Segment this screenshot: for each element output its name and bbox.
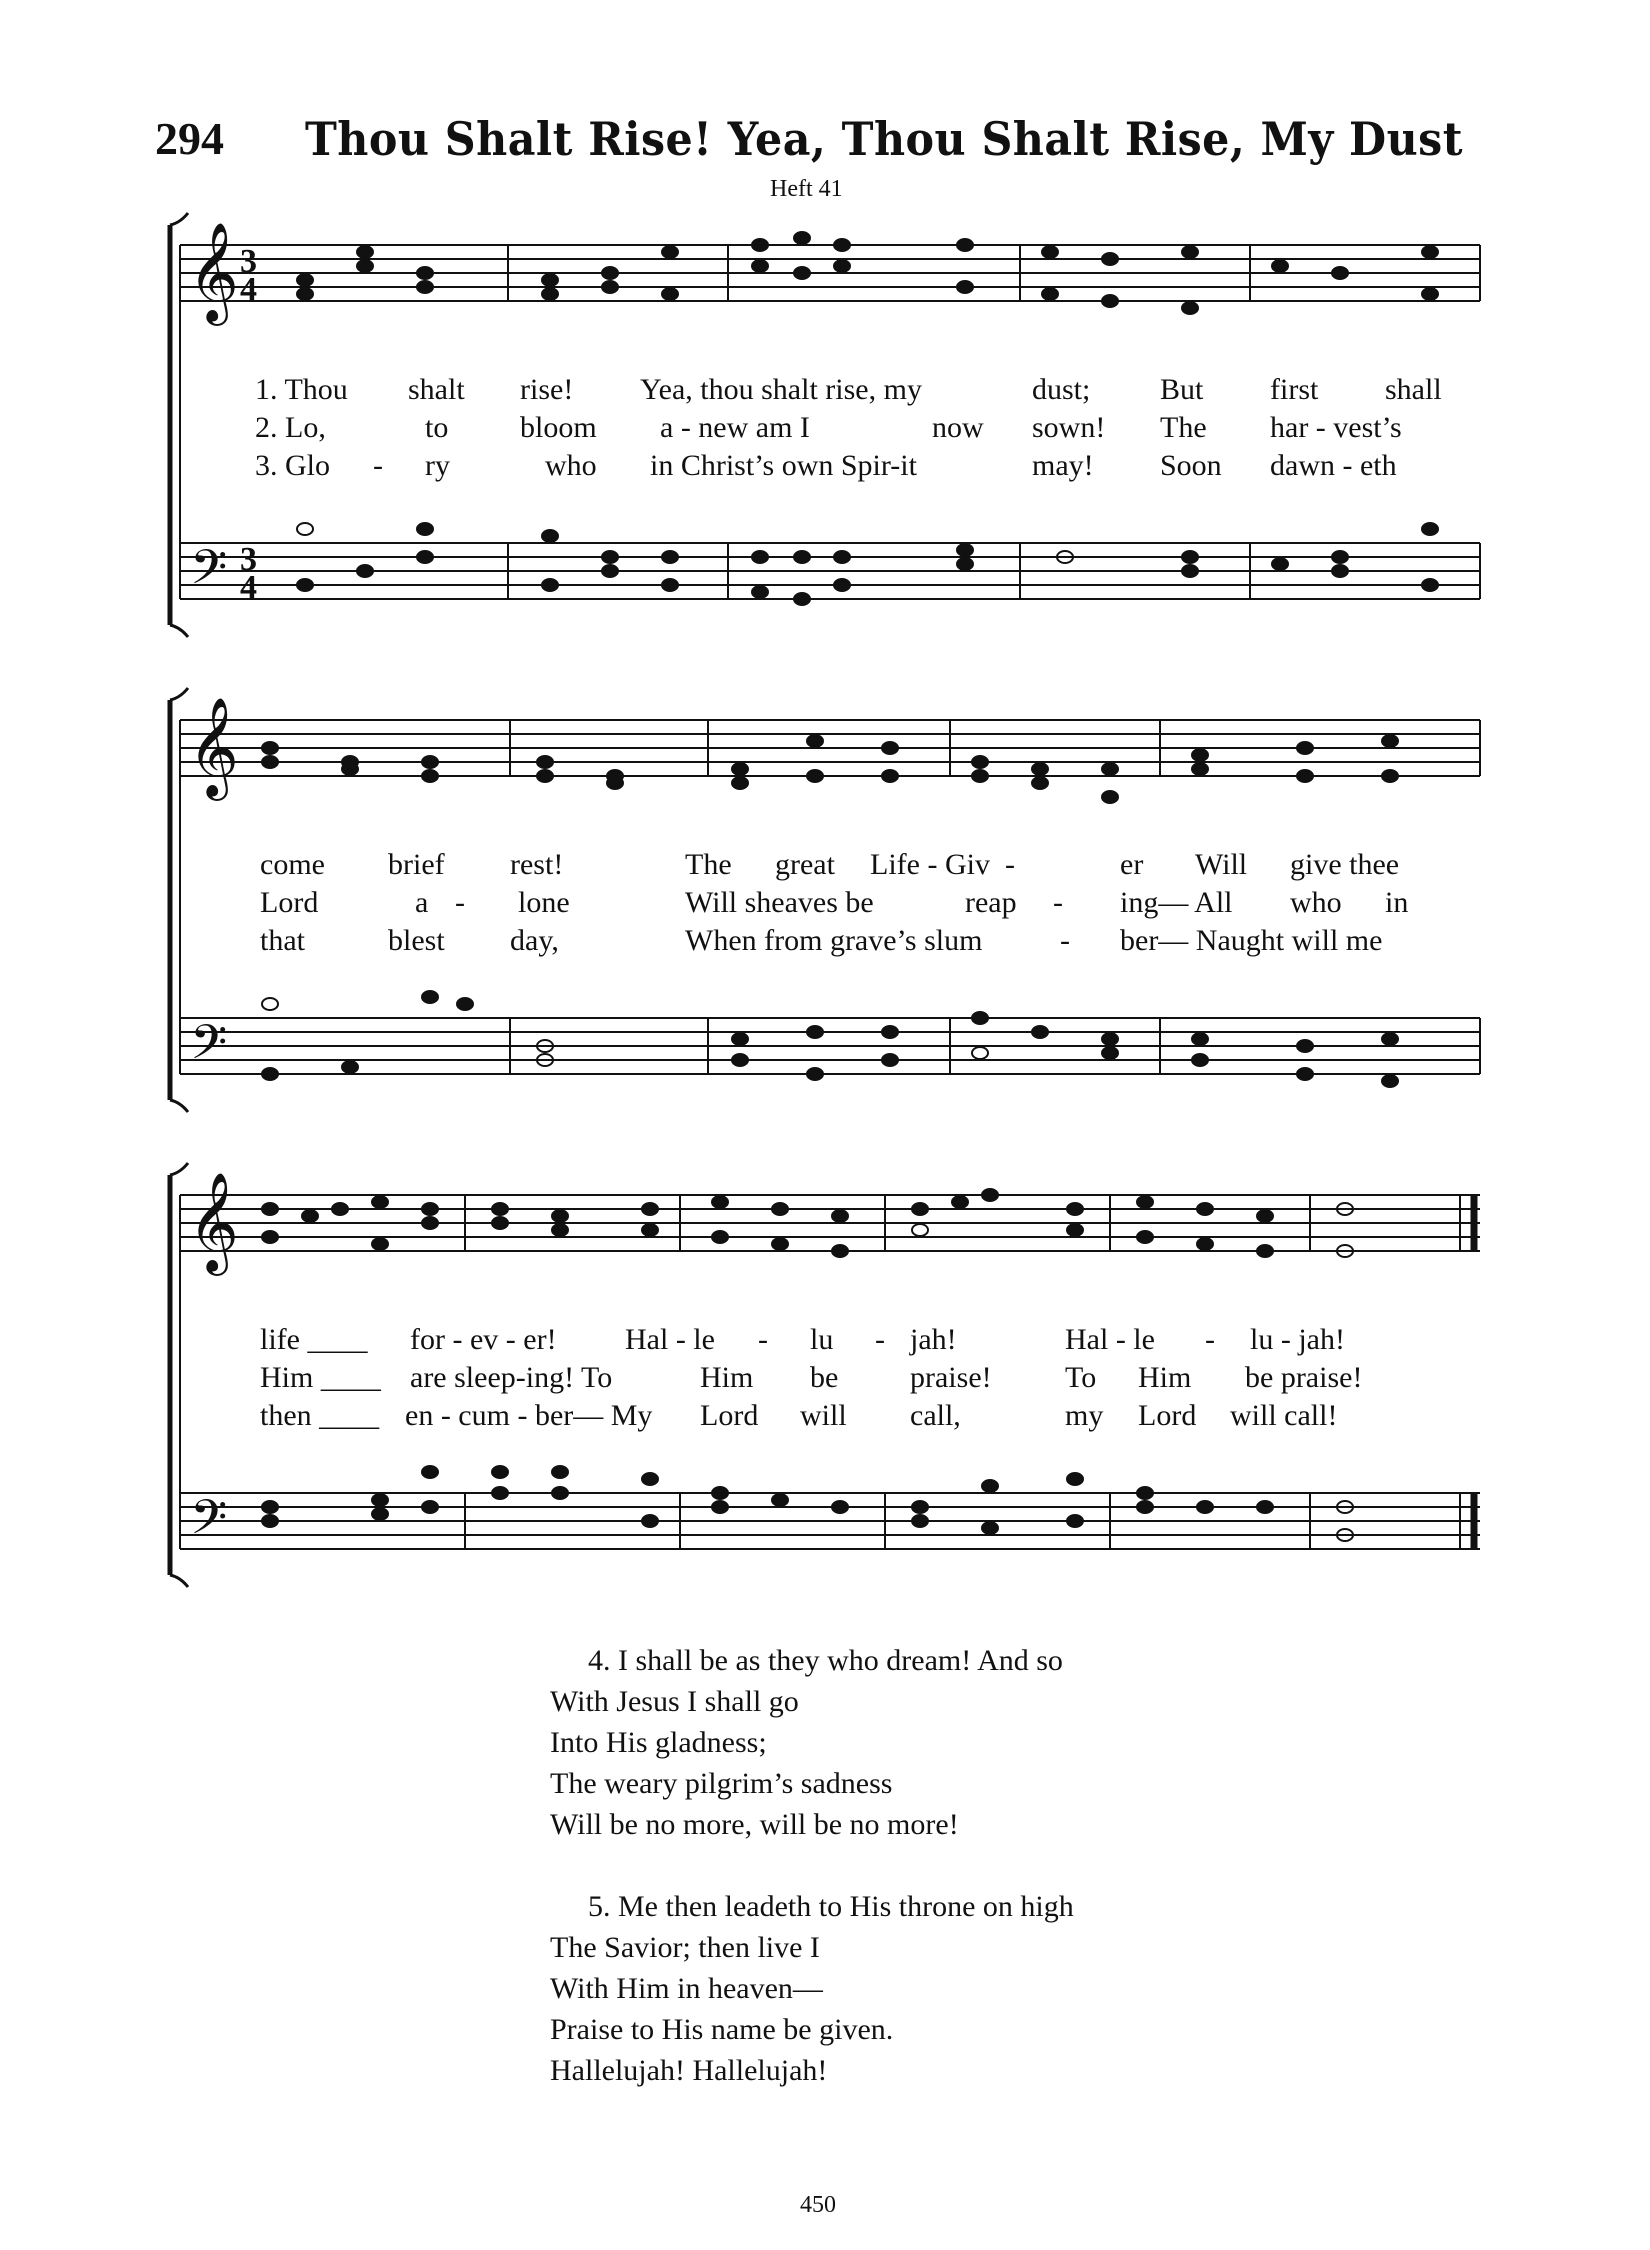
lyric-syllable: Him ____ [260, 1361, 381, 1394]
lyric-syllable: then ____ [260, 1399, 380, 1432]
lyric-syllable: Lord [260, 886, 319, 919]
stanza-line: 5. Me then leadeth to His throne on high [588, 1890, 1074, 1923]
lyric-syllable: dawn - eth [1270, 449, 1397, 482]
lyric-syllable: Lord [700, 1399, 759, 1432]
lyric-syllable: The [685, 848, 732, 881]
page-number: 450 [800, 2192, 836, 2218]
hymn-header [155, 112, 1463, 172]
lyric-syllable: sown! [1032, 411, 1106, 444]
lyric-syllable: Will sheaves be [685, 886, 874, 919]
lyric-syllable: for - ev - er! [410, 1323, 557, 1356]
stanza-line: Praise to His name be given. [550, 2013, 894, 2046]
lyric-syllable: Will [1195, 848, 1248, 881]
stanza-line: Will be no more, will be no more! [550, 1808, 959, 1841]
lyric-syllable: - [1205, 1323, 1215, 1356]
lyric-syllable: reap [965, 886, 1017, 919]
lyric-syllable: give thee [1290, 848, 1400, 881]
lyric-syllable: rise! [520, 373, 574, 406]
stanza-line: The Savior; then live I [550, 1931, 820, 1964]
lyric-syllable: my [1065, 1399, 1104, 1432]
lyric-syllable: - [455, 886, 465, 919]
lyric-syllable: who [545, 449, 597, 482]
lyric-syllable: rest! [510, 848, 564, 881]
lyric-syllable: lu - jah! [1250, 1323, 1345, 1356]
lyric-syllable: 3. Glo [255, 449, 330, 482]
hymn-title: Thou Shalt Rise! Yea, Thou Shalt Rise, My Dust [305, 112, 1463, 166]
lyric-syllable: - [1053, 886, 1063, 919]
svg-text:𝄢: 𝄢 [190, 1014, 228, 1082]
music-system-1 [160, 205, 1490, 655]
lyric-syllable: a - new am I [660, 411, 810, 444]
lyric-syllable: that [260, 924, 305, 957]
lyric-syllable: praise! [910, 1361, 992, 1394]
lyric-syllable: - [758, 1323, 768, 1356]
lyric-syllable: Yea, thou shalt rise, my [640, 373, 922, 406]
lyric-syllable: will [800, 1399, 847, 1432]
lyric-syllable: jah! [910, 1323, 957, 1356]
additional-stanzas [550, 1640, 1074, 2132]
lyric-syllable: to [425, 411, 449, 444]
lyric-syllable: The [1160, 411, 1207, 444]
stanza-line: Into His gladness; [550, 1726, 767, 1759]
lyric-syllable: great [775, 848, 835, 881]
lyric-syllable: Lord [1138, 1399, 1197, 1432]
lyric-syllable: ing— All [1120, 886, 1233, 919]
stanza-line: With Him in heaven— [550, 1972, 823, 2005]
lyric-syllable: first [1270, 373, 1319, 406]
lyric-syllable: life ____ [260, 1323, 368, 1356]
lyric-syllable: dust; [1032, 373, 1091, 406]
lyric-syllable: call, [910, 1399, 961, 1432]
svg-text:𝄞: 𝄞 [188, 697, 239, 797]
lyric-syllable: Him [700, 1361, 754, 1394]
lyric-syllable: Life - Giv [870, 848, 990, 881]
svg-text:𝄞: 𝄞 [188, 222, 239, 322]
lyric-syllable: Soon [1160, 449, 1222, 482]
lyric-syllable: When from grave’s slum [685, 924, 983, 957]
lyric-syllable: - [875, 1323, 885, 1356]
lyric-syllable: shall [1385, 373, 1442, 406]
music-system-3 [160, 1155, 1490, 1605]
lyric-syllable: ber— Naught will me [1120, 924, 1383, 957]
lyric-syllable: are sleep-ing! To [410, 1361, 613, 1394]
lyric-syllable: bloom [520, 411, 597, 444]
lyric-syllable: - [373, 449, 383, 482]
svg-text:𝄢: 𝄢 [190, 539, 228, 607]
stanza-line: With Jesus I shall go [550, 1685, 799, 1718]
lyric-syllable: shalt [408, 373, 465, 406]
lyric-syllable: blest [388, 924, 445, 957]
lyric-syllable: in Christ’s own Spir-it [650, 449, 917, 482]
svg-text:𝄢: 𝄢 [190, 1489, 228, 1557]
stanza-line: The weary pilgrim’s sadness [550, 1767, 893, 1800]
stanza-line: Hallelujah! Hallelujah! [550, 2054, 828, 2087]
lyric-syllable: Hal - le [625, 1323, 715, 1356]
hymn-number: 294 [155, 113, 224, 164]
lyric-syllable: now [932, 411, 984, 444]
stanza-4 [550, 1640, 1074, 1845]
lyric-syllable: lu [810, 1323, 834, 1356]
lyric-syllable: come [260, 848, 325, 881]
stanza-line: 4. I shall be as they who dream! And so [588, 1644, 1063, 1677]
lyric-syllable: 2. Lo, [255, 411, 326, 444]
lyric-syllable: To [1065, 1361, 1097, 1394]
lyric-syllable: 1. Thou [255, 373, 348, 406]
lyric-syllable: be praise! [1245, 1361, 1363, 1394]
lyric-syllable: But [1160, 373, 1204, 406]
lyric-syllable: har - vest’s [1270, 411, 1402, 444]
music-system-2 [160, 680, 1490, 1130]
svg-text:𝄞: 𝄞 [188, 1172, 239, 1272]
lyric-syllable: in [1385, 886, 1409, 919]
lyric-syllable: may! [1032, 449, 1094, 482]
svg-text:3: 3 [240, 243, 257, 280]
lyric-syllable: brief [388, 848, 445, 881]
tune-name: Heft 41 [770, 176, 843, 202]
lyric-syllable: who [1290, 886, 1342, 919]
lyric-syllable: ry [425, 449, 450, 482]
lyric-syllable: day, [510, 924, 559, 957]
lyric-syllable: will call! [1230, 1399, 1338, 1432]
lyric-syllable: lone [518, 886, 570, 919]
lyric-syllable: a [415, 886, 429, 919]
lyric-syllable: Him [1138, 1361, 1192, 1394]
stanza-5 [550, 1886, 1074, 2091]
lyric-syllable: - [1005, 848, 1015, 881]
svg-text:4: 4 [240, 569, 257, 606]
lyric-syllable: er [1120, 848, 1144, 881]
svg-text:3: 3 [240, 541, 257, 578]
lyric-syllable: - [1060, 924, 1070, 957]
lyric-syllable: en - cum - ber— My [405, 1399, 653, 1432]
lyric-syllable: Hal - le [1065, 1323, 1155, 1356]
svg-text:4: 4 [240, 271, 257, 308]
lyric-syllable: be [810, 1361, 839, 1394]
